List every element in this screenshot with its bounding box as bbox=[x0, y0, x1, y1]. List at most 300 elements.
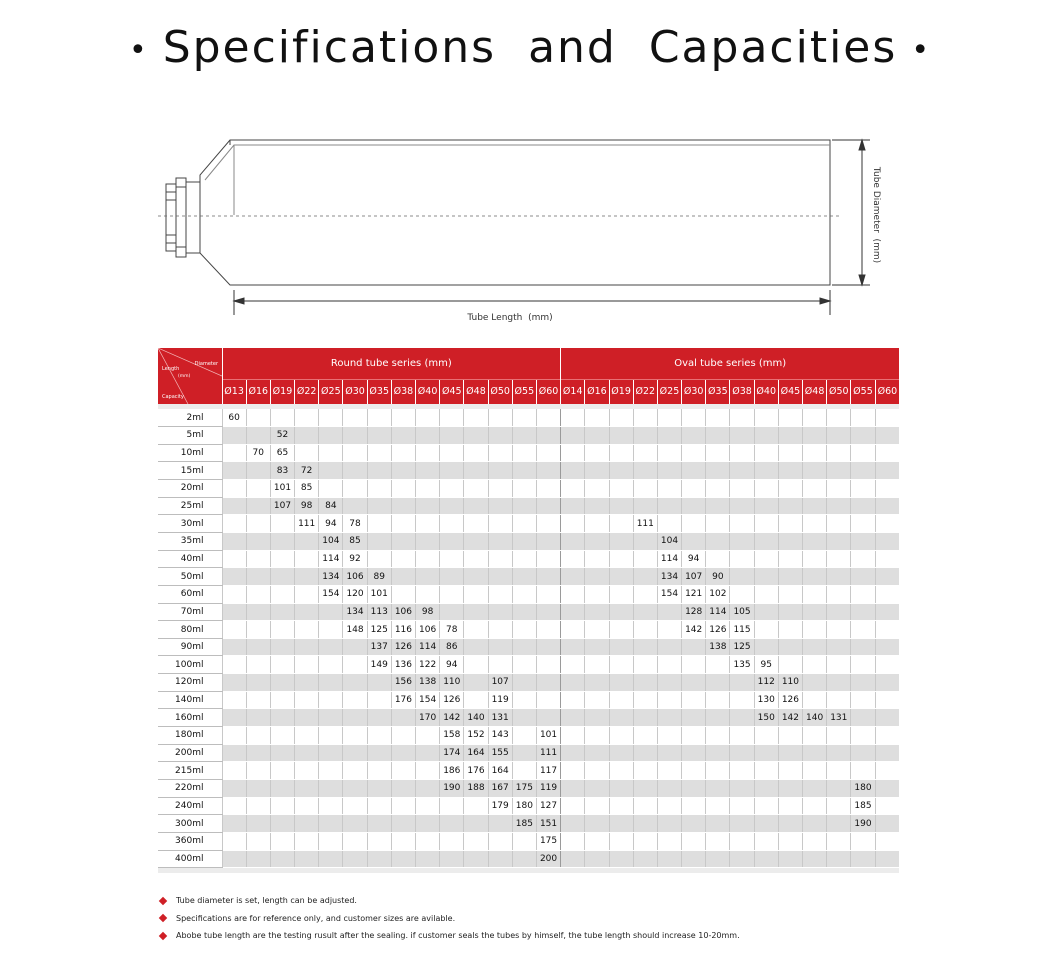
round-value-cell: 167 bbox=[488, 779, 512, 797]
oval-value-cell bbox=[827, 832, 851, 850]
round-value-cell bbox=[512, 444, 536, 462]
oval-value-cell bbox=[803, 621, 827, 639]
capacity-cell: 180ml bbox=[158, 727, 222, 745]
oval-value-cell bbox=[754, 621, 778, 639]
round-value-cell bbox=[295, 832, 319, 850]
oval-value-cell bbox=[633, 691, 657, 709]
round-value-cell bbox=[319, 744, 343, 762]
oval-value-cell bbox=[585, 409, 609, 427]
table-row bbox=[158, 744, 899, 762]
round-value-cell bbox=[367, 691, 391, 709]
oval-value-cell bbox=[730, 550, 754, 568]
round-value-cell bbox=[391, 709, 415, 727]
round-value-cell: 126 bbox=[440, 691, 464, 709]
oval-value-cell bbox=[730, 427, 754, 445]
oval-value-cell: 114 bbox=[706, 603, 730, 621]
oval-value-cell bbox=[803, 832, 827, 850]
round-value-cell: 101 bbox=[536, 727, 560, 745]
oval-value-cell bbox=[778, 409, 802, 427]
round-value-cell bbox=[391, 480, 415, 498]
oval-value-cell bbox=[803, 532, 827, 550]
oval-diameter-header: Ø30 bbox=[682, 379, 706, 404]
oval-value-cell bbox=[803, 638, 827, 656]
oval-value-cell bbox=[875, 621, 899, 639]
round-value-cell: 60 bbox=[222, 409, 246, 427]
oval-value-cell bbox=[585, 497, 609, 515]
oval-value-cell bbox=[754, 568, 778, 586]
oval-value-cell bbox=[778, 727, 802, 745]
round-value-cell bbox=[295, 674, 319, 692]
title-bullet-right: • bbox=[911, 32, 932, 68]
oval-value-cell bbox=[706, 850, 730, 868]
round-diameter-header: Ø60 bbox=[536, 379, 560, 404]
round-value-cell bbox=[367, 779, 391, 797]
oval-value-cell bbox=[633, 444, 657, 462]
round-value-cell bbox=[367, 427, 391, 445]
round-value-cell bbox=[512, 709, 536, 727]
header-corner bbox=[158, 348, 222, 404]
round-value-cell bbox=[270, 691, 294, 709]
oval-value-cell bbox=[633, 409, 657, 427]
oval-value-cell bbox=[609, 656, 633, 674]
round-value-cell bbox=[246, 691, 270, 709]
round-value-cell: 70 bbox=[246, 444, 270, 462]
round-series-header: Round tube series (mm) bbox=[222, 348, 561, 379]
round-value-cell: 111 bbox=[295, 515, 319, 533]
oval-value-cell bbox=[609, 532, 633, 550]
oval-value-cell bbox=[827, 515, 851, 533]
oval-value-cell bbox=[754, 744, 778, 762]
oval-value-cell bbox=[657, 603, 681, 621]
corner-capacity: Capacity bbox=[162, 394, 184, 400]
round-value-cell: 175 bbox=[536, 832, 560, 850]
oval-value-cell bbox=[827, 444, 851, 462]
oval-value-cell: 112 bbox=[754, 674, 778, 692]
round-value-cell bbox=[512, 550, 536, 568]
round-value-cell bbox=[488, 427, 512, 445]
oval-value-cell bbox=[585, 462, 609, 480]
oval-value-cell bbox=[851, 585, 875, 603]
oval-value-cell bbox=[609, 427, 633, 445]
title-text: Specifications and Capacities bbox=[162, 22, 898, 73]
oval-value-cell bbox=[851, 744, 875, 762]
tube-length-label: Tube Length (mm) bbox=[467, 313, 553, 323]
table-row bbox=[158, 532, 899, 550]
oval-value-cell bbox=[585, 532, 609, 550]
table-row bbox=[158, 497, 899, 515]
round-value-cell bbox=[416, 585, 440, 603]
oval-value-cell bbox=[609, 691, 633, 709]
round-value-cell bbox=[416, 444, 440, 462]
round-value-cell bbox=[319, 409, 343, 427]
round-value-cell bbox=[391, 815, 415, 833]
round-value-cell bbox=[343, 444, 367, 462]
round-value-cell bbox=[295, 779, 319, 797]
oval-value-cell bbox=[682, 779, 706, 797]
round-diameter-header: Ø55 bbox=[512, 379, 536, 404]
round-value-cell bbox=[246, 744, 270, 762]
round-value-cell bbox=[319, 462, 343, 480]
oval-value-cell bbox=[875, 727, 899, 745]
oval-value-cell bbox=[585, 709, 609, 727]
round-value-cell: 131 bbox=[488, 709, 512, 727]
oval-value-cell bbox=[730, 797, 754, 815]
oval-value-cell bbox=[778, 850, 802, 868]
oval-value-cell bbox=[706, 779, 730, 797]
oval-diameter-header: Ø40 bbox=[754, 379, 778, 404]
oval-value-cell bbox=[827, 762, 851, 780]
oval-diameter-header: Ø35 bbox=[706, 379, 730, 404]
round-value-cell bbox=[319, 797, 343, 815]
oval-value-cell bbox=[778, 427, 802, 445]
oval-value-cell bbox=[657, 691, 681, 709]
round-value-cell bbox=[512, 744, 536, 762]
oval-value-cell bbox=[851, 638, 875, 656]
oval-value-cell bbox=[657, 621, 681, 639]
round-value-cell bbox=[464, 409, 488, 427]
round-value-cell bbox=[391, 568, 415, 586]
oval-value-cell bbox=[803, 727, 827, 745]
round-value-cell bbox=[464, 850, 488, 868]
round-value-cell bbox=[246, 850, 270, 868]
oval-value-cell bbox=[633, 674, 657, 692]
oval-value-cell bbox=[561, 427, 585, 445]
oval-value-cell bbox=[633, 585, 657, 603]
round-value-cell bbox=[222, 727, 246, 745]
oval-value-cell bbox=[827, 674, 851, 692]
round-value-cell bbox=[246, 427, 270, 445]
round-value-cell bbox=[391, 532, 415, 550]
round-diameter-header: Ø35 bbox=[367, 379, 391, 404]
table-row bbox=[158, 691, 899, 709]
oval-value-cell bbox=[778, 603, 802, 621]
oval-value-cell bbox=[561, 603, 585, 621]
round-value-cell bbox=[367, 797, 391, 815]
round-value-cell: 134 bbox=[319, 568, 343, 586]
note-text: Specifications are for reference only, and customer sizes are avilable. bbox=[176, 913, 456, 923]
round-value-cell bbox=[440, 497, 464, 515]
round-value-cell bbox=[464, 480, 488, 498]
round-value-cell: 106 bbox=[391, 603, 415, 621]
round-value-cell bbox=[416, 480, 440, 498]
round-value-cell bbox=[488, 832, 512, 850]
oval-value-cell bbox=[730, 497, 754, 515]
round-value-cell bbox=[246, 585, 270, 603]
round-value-cell bbox=[536, 568, 560, 586]
round-value-cell bbox=[391, 832, 415, 850]
round-value-cell bbox=[222, 515, 246, 533]
round-value-cell bbox=[270, 832, 294, 850]
round-value-cell bbox=[416, 497, 440, 515]
note-text: Abobe tube length are the testing rusult after the sealing. if customer seals the tubes by himself, the tube length should increase 10-20mm. bbox=[176, 931, 740, 941]
round-value-cell bbox=[488, 409, 512, 427]
oval-value-cell bbox=[609, 850, 633, 868]
oval-value-cell bbox=[657, 462, 681, 480]
round-value-cell bbox=[319, 638, 343, 656]
oval-value-cell bbox=[778, 744, 802, 762]
oval-value-cell bbox=[851, 444, 875, 462]
oval-value-cell bbox=[585, 515, 609, 533]
round-value-cell bbox=[295, 762, 319, 780]
spec-table bbox=[158, 348, 899, 873]
oval-value-cell: 95 bbox=[754, 656, 778, 674]
round-value-cell bbox=[464, 444, 488, 462]
table-row bbox=[158, 797, 899, 815]
oval-value-cell bbox=[633, 797, 657, 815]
oval-value-cell bbox=[633, 762, 657, 780]
round-value-cell: 117 bbox=[536, 762, 560, 780]
oval-value-cell bbox=[827, 691, 851, 709]
note-text: Tube diameter is set, length can be adjusted. bbox=[176, 896, 357, 906]
oval-diameter-header: Ø25 bbox=[657, 379, 681, 404]
oval-value-cell bbox=[875, 550, 899, 568]
round-value-cell bbox=[270, 550, 294, 568]
round-value-cell bbox=[440, 462, 464, 480]
round-value-cell bbox=[464, 497, 488, 515]
page-title bbox=[0, 22, 1060, 73]
round-value-cell bbox=[246, 550, 270, 568]
oval-value-cell: 135 bbox=[730, 656, 754, 674]
oval-value-cell bbox=[875, 797, 899, 815]
round-value-cell: 125 bbox=[367, 621, 391, 639]
oval-diameter-header: Ø14 bbox=[561, 379, 585, 404]
round-value-cell bbox=[488, 585, 512, 603]
oval-value-cell bbox=[682, 638, 706, 656]
round-value-cell bbox=[270, 656, 294, 674]
round-value-cell bbox=[464, 621, 488, 639]
oval-value-cell bbox=[706, 532, 730, 550]
oval-value-cell bbox=[851, 850, 875, 868]
oval-value-cell bbox=[875, 480, 899, 498]
oval-value-cell bbox=[633, 709, 657, 727]
oval-value-cell bbox=[875, 656, 899, 674]
oval-value-cell bbox=[561, 674, 585, 692]
round-value-cell bbox=[319, 779, 343, 797]
round-value-cell bbox=[222, 532, 246, 550]
oval-value-cell bbox=[827, 409, 851, 427]
oval-value-cell bbox=[754, 850, 778, 868]
oval-value-cell bbox=[730, 568, 754, 586]
round-diameter-header: Ø38 bbox=[391, 379, 415, 404]
round-value-cell bbox=[246, 480, 270, 498]
round-value-cell bbox=[391, 585, 415, 603]
round-value-cell bbox=[464, 427, 488, 445]
oval-value-cell bbox=[706, 815, 730, 833]
oval-value-cell bbox=[561, 532, 585, 550]
round-value-cell bbox=[464, 550, 488, 568]
oval-value-cell bbox=[827, 603, 851, 621]
oval-value-cell bbox=[561, 797, 585, 815]
round-value-cell bbox=[367, 832, 391, 850]
round-value-cell bbox=[319, 709, 343, 727]
note-item bbox=[158, 927, 740, 945]
round-value-cell bbox=[488, 568, 512, 586]
oval-value-cell bbox=[730, 727, 754, 745]
oval-value-cell: 115 bbox=[730, 621, 754, 639]
oval-value-cell bbox=[657, 638, 681, 656]
oval-value-cell bbox=[609, 797, 633, 815]
round-value-cell bbox=[488, 497, 512, 515]
round-value-cell bbox=[464, 585, 488, 603]
oval-value-cell bbox=[657, 779, 681, 797]
oval-value-cell bbox=[875, 815, 899, 833]
oval-value-cell bbox=[803, 480, 827, 498]
oval-value-cell bbox=[682, 762, 706, 780]
round-value-cell bbox=[343, 797, 367, 815]
oval-value-cell bbox=[730, 674, 754, 692]
round-value-cell bbox=[391, 762, 415, 780]
oval-value-cell bbox=[803, 497, 827, 515]
round-value-cell bbox=[416, 532, 440, 550]
round-value-cell bbox=[367, 709, 391, 727]
oval-value-cell bbox=[657, 427, 681, 445]
round-value-cell bbox=[488, 815, 512, 833]
round-value-cell: 94 bbox=[440, 656, 464, 674]
round-value-cell bbox=[246, 656, 270, 674]
round-value-cell: 200 bbox=[536, 850, 560, 868]
oval-value-cell bbox=[754, 762, 778, 780]
oval-value-cell: 114 bbox=[657, 550, 681, 568]
round-value-cell: 107 bbox=[488, 674, 512, 692]
oval-value-cell bbox=[875, 762, 899, 780]
oval-value-cell bbox=[827, 850, 851, 868]
round-value-cell bbox=[367, 850, 391, 868]
round-value-cell bbox=[391, 850, 415, 868]
round-value-cell: 176 bbox=[391, 691, 415, 709]
round-value-cell bbox=[512, 427, 536, 445]
oval-value-cell bbox=[778, 621, 802, 639]
oval-value-cell bbox=[633, 744, 657, 762]
oval-value-cell bbox=[851, 462, 875, 480]
oval-value-cell bbox=[875, 850, 899, 868]
oval-value-cell bbox=[827, 779, 851, 797]
oval-value-cell bbox=[561, 444, 585, 462]
oval-value-cell bbox=[875, 515, 899, 533]
oval-value-cell bbox=[585, 638, 609, 656]
round-value-cell: 170 bbox=[416, 709, 440, 727]
round-value-cell: 106 bbox=[416, 621, 440, 639]
round-value-cell bbox=[270, 409, 294, 427]
corner-length: Length bbox=[162, 366, 180, 372]
oval-value-cell bbox=[851, 409, 875, 427]
round-value-cell bbox=[319, 603, 343, 621]
oval-value-cell bbox=[585, 779, 609, 797]
oval-value-cell bbox=[875, 462, 899, 480]
round-value-cell bbox=[295, 444, 319, 462]
oval-value-cell bbox=[875, 585, 899, 603]
capacity-cell: 5ml bbox=[158, 427, 222, 445]
oval-value-cell bbox=[803, 762, 827, 780]
round-value-cell bbox=[512, 462, 536, 480]
round-value-cell bbox=[488, 462, 512, 480]
round-value-cell bbox=[440, 444, 464, 462]
round-value-cell bbox=[295, 532, 319, 550]
round-value-cell bbox=[391, 427, 415, 445]
round-value-cell bbox=[319, 691, 343, 709]
round-value-cell bbox=[488, 550, 512, 568]
oval-value-cell bbox=[827, 550, 851, 568]
round-value-cell: 78 bbox=[440, 621, 464, 639]
oval-value-cell bbox=[754, 832, 778, 850]
oval-value-cell: 190 bbox=[851, 815, 875, 833]
round-value-cell bbox=[343, 779, 367, 797]
round-value-cell bbox=[222, 850, 246, 868]
capacity-cell: 90ml bbox=[158, 638, 222, 656]
oval-value-cell bbox=[730, 444, 754, 462]
round-value-cell: 138 bbox=[416, 674, 440, 692]
oval-value-cell bbox=[561, 568, 585, 586]
round-value-cell bbox=[536, 515, 560, 533]
oval-value-cell bbox=[875, 409, 899, 427]
round-diameter-header: Ø22 bbox=[295, 379, 319, 404]
oval-value-cell bbox=[609, 744, 633, 762]
tube-thread bbox=[166, 178, 200, 257]
round-value-cell bbox=[367, 409, 391, 427]
title-bullet-left: • bbox=[128, 32, 149, 68]
round-value-cell bbox=[246, 797, 270, 815]
tube-body bbox=[200, 140, 830, 285]
round-value-cell: 52 bbox=[270, 427, 294, 445]
round-value-cell: 84 bbox=[319, 497, 343, 515]
round-value-cell bbox=[270, 744, 294, 762]
round-value-cell bbox=[464, 832, 488, 850]
diameter-header-row bbox=[158, 379, 899, 404]
oval-value-cell bbox=[730, 709, 754, 727]
oval-value-cell bbox=[730, 515, 754, 533]
round-value-cell bbox=[222, 638, 246, 656]
round-value-cell bbox=[343, 674, 367, 692]
oval-value-cell bbox=[609, 409, 633, 427]
round-value-cell bbox=[270, 815, 294, 833]
round-value-cell bbox=[222, 744, 246, 762]
oval-value-cell bbox=[657, 409, 681, 427]
oval-value-cell bbox=[754, 638, 778, 656]
oval-value-cell bbox=[609, 762, 633, 780]
oval-value-cell bbox=[657, 709, 681, 727]
oval-value-cell bbox=[754, 815, 778, 833]
oval-value-cell bbox=[730, 850, 754, 868]
oval-value-cell bbox=[875, 532, 899, 550]
round-value-cell: 154 bbox=[416, 691, 440, 709]
oval-value-cell bbox=[778, 762, 802, 780]
round-value-cell bbox=[222, 497, 246, 515]
oval-value-cell bbox=[754, 727, 778, 745]
oval-value-cell bbox=[754, 603, 778, 621]
round-value-cell bbox=[391, 409, 415, 427]
oval-value-cell bbox=[585, 762, 609, 780]
round-value-cell bbox=[295, 585, 319, 603]
round-value-cell: 107 bbox=[270, 497, 294, 515]
oval-value-cell bbox=[827, 621, 851, 639]
oval-value-cell bbox=[682, 815, 706, 833]
oval-value-cell bbox=[706, 762, 730, 780]
oval-value-cell bbox=[827, 497, 851, 515]
round-value-cell: 65 bbox=[270, 444, 294, 462]
oval-value-cell: 131 bbox=[827, 709, 851, 727]
oval-value-cell: 185 bbox=[851, 797, 875, 815]
round-value-cell bbox=[367, 497, 391, 515]
capacity-cell: 2ml bbox=[158, 409, 222, 427]
corner-diagonals bbox=[158, 348, 222, 404]
round-value-cell bbox=[343, 427, 367, 445]
round-value-cell: 110 bbox=[440, 674, 464, 692]
round-value-cell bbox=[367, 674, 391, 692]
round-value-cell bbox=[222, 568, 246, 586]
round-value-cell bbox=[270, 621, 294, 639]
round-value-cell: 114 bbox=[319, 550, 343, 568]
oval-value-cell bbox=[706, 409, 730, 427]
tube-diagram bbox=[150, 125, 910, 330]
